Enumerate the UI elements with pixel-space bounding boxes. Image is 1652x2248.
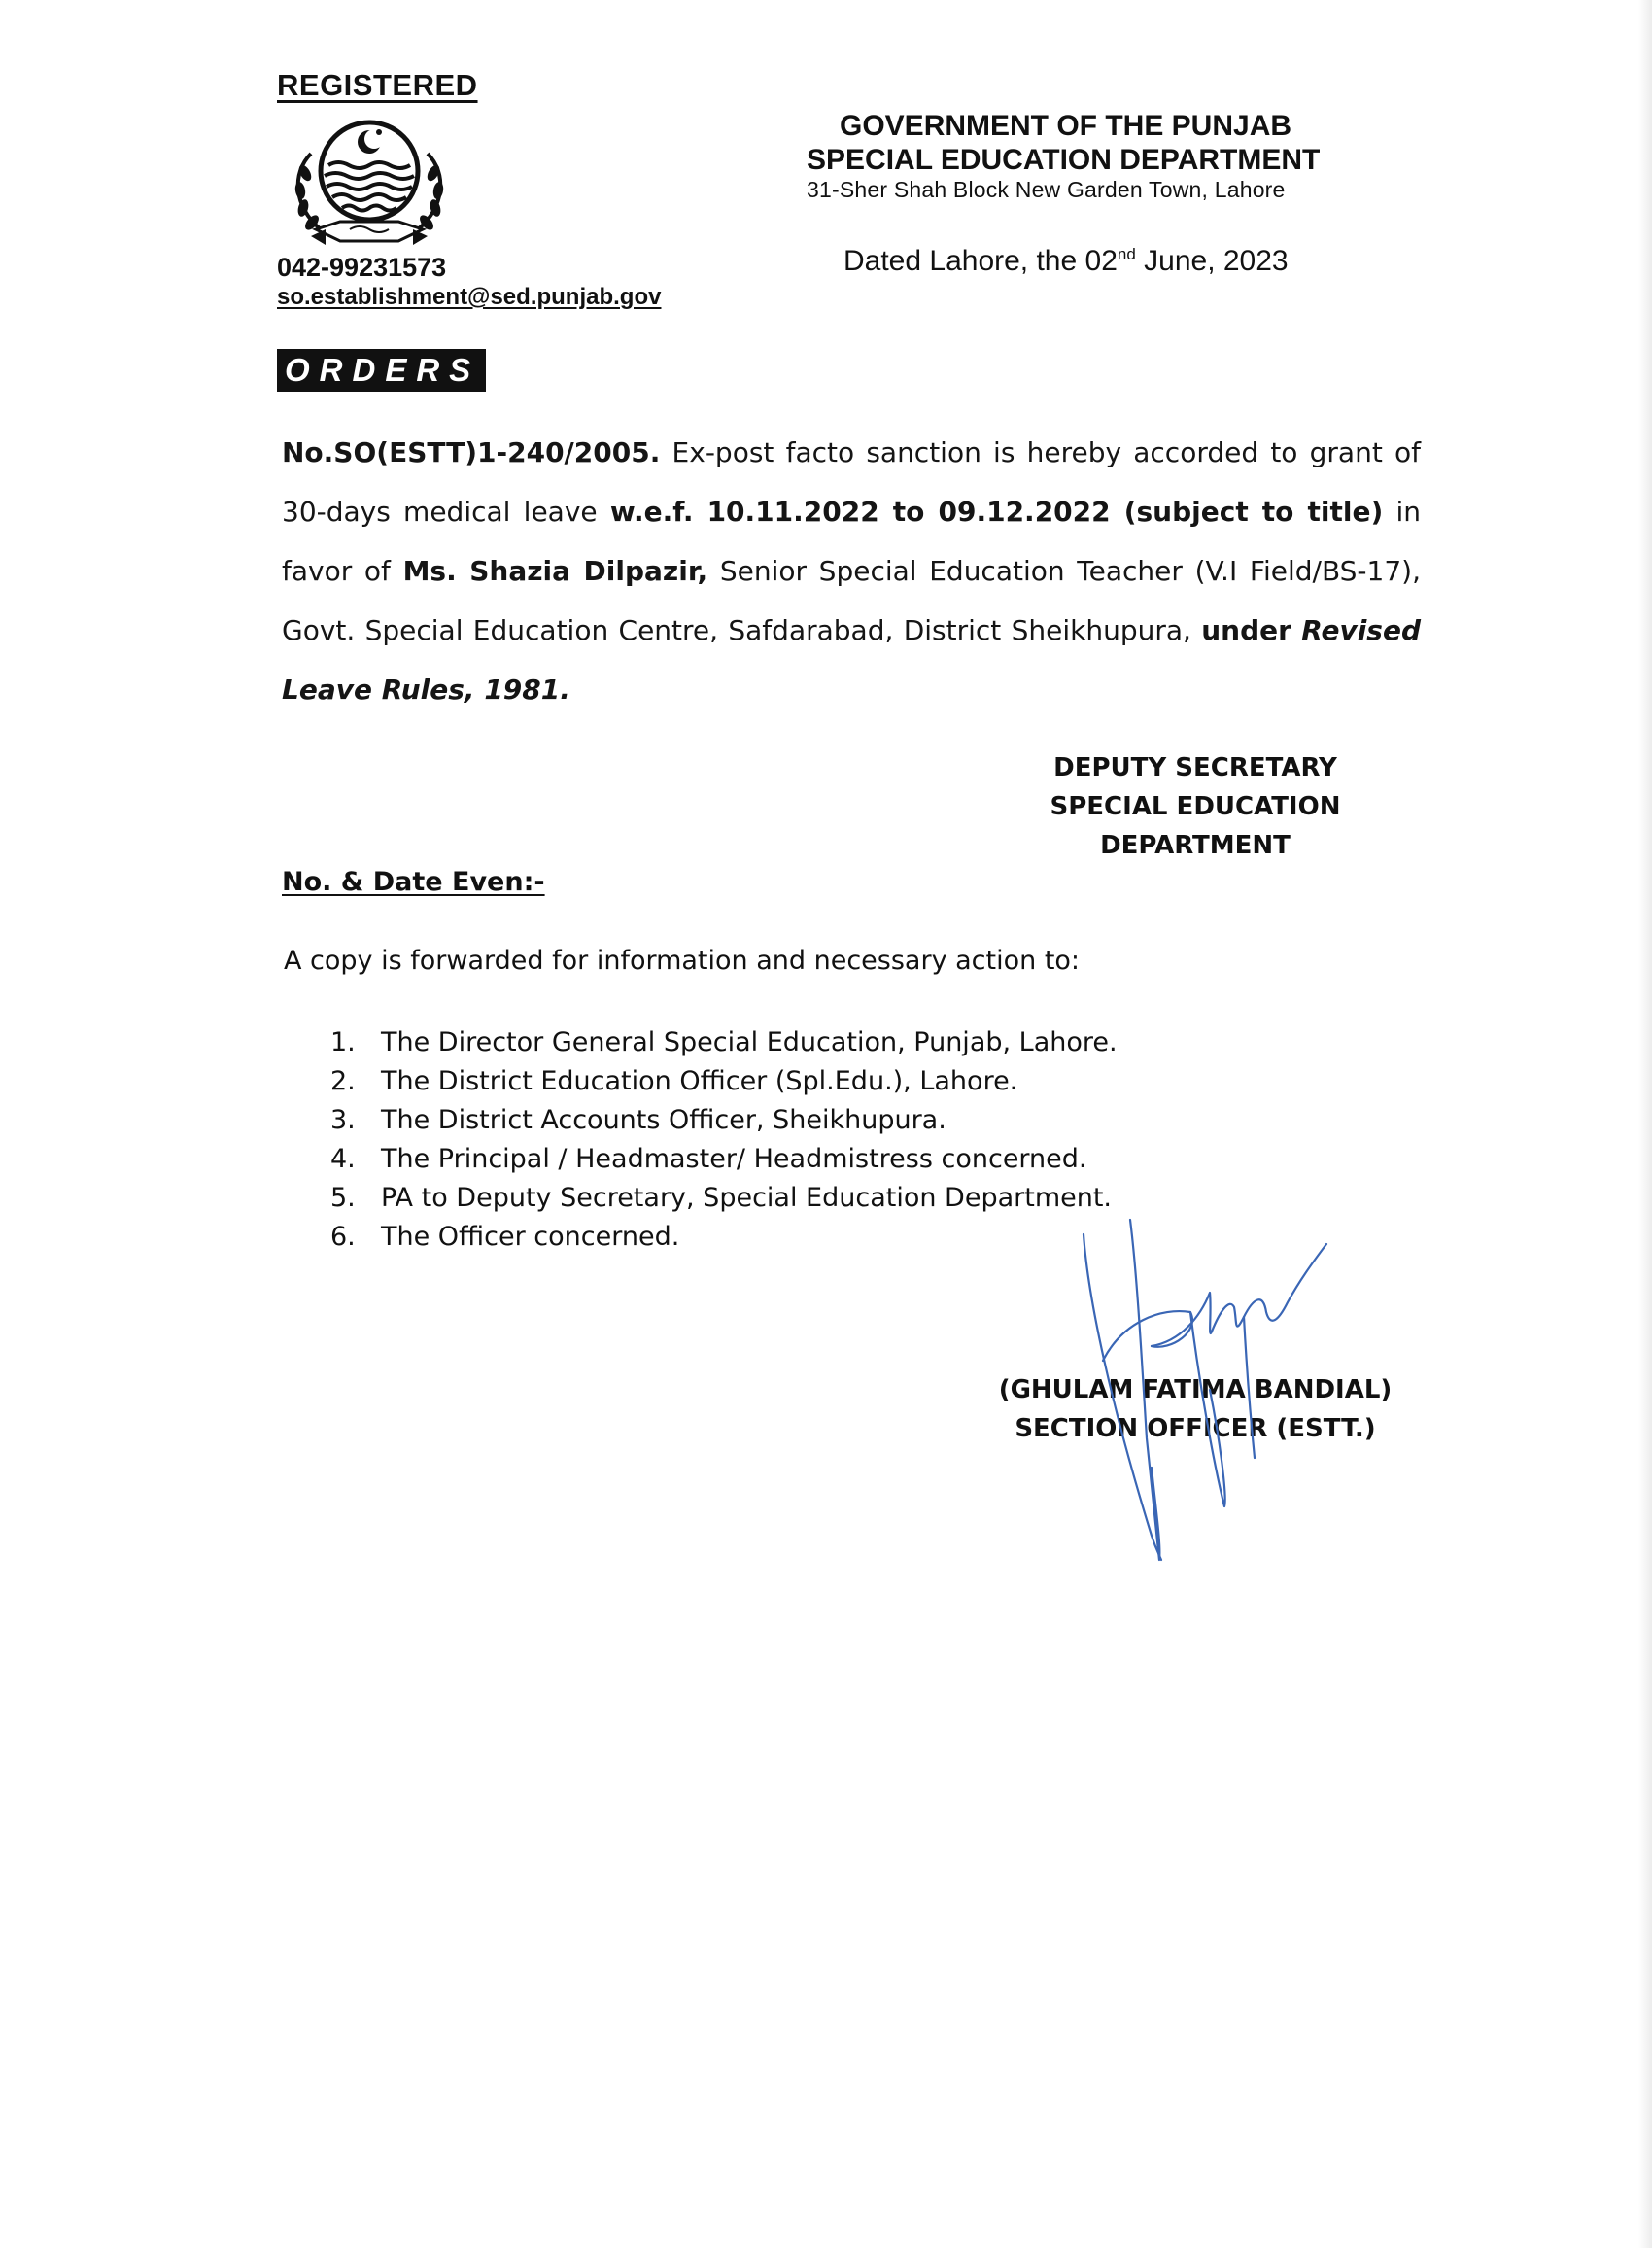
body-text-1: Ex-post facto sanction is hereby accorded to grant of 30-days medical leave	[282, 436, 1421, 528]
date-ordinal: nd	[1117, 245, 1136, 263]
body-text-3: Senior Special Education Teacher (V.I Field/BS-17), Govt. Special Education Centre, Safdarabad, District Sheikhupura,	[282, 555, 1421, 646]
date-rest: June, 2023	[1135, 245, 1289, 277]
list-number: 5.	[330, 1183, 356, 1213]
date-line	[843, 245, 1289, 278]
list-text: PA to Deputy Secretary, Special Education Department.	[381, 1183, 1113, 1213]
list-item	[330, 1062, 1118, 1101]
list-number: 6.	[330, 1222, 356, 1252]
list-number: 2.	[330, 1066, 356, 1096]
punjab-emblem-icon	[282, 115, 457, 256]
under-word: under	[1201, 614, 1291, 646]
department-address: 31-Sher Shah Block New Garden Town, Lahore	[807, 177, 1286, 202]
list-number: 4.	[330, 1144, 356, 1174]
list-text: The Director General Special Education, Punjab, Lahore.	[381, 1027, 1118, 1057]
no-date-even-heading: No. & Date Even:-	[282, 867, 545, 897]
list-text: The Officer concerned.	[381, 1222, 680, 1252]
leave-dates: w.e.f. 10.11.2022 to 09.12.2022 (subject to title)	[609, 496, 1384, 528]
deputy-line-2: SPECIAL EDUCATION	[1050, 792, 1341, 821]
registered-label: REGISTERED	[277, 68, 478, 102]
government-name: GOVERNMENT OF THE PUNJAB	[840, 110, 1292, 142]
list-text: The District Accounts Officer, Sheikhupura.	[381, 1105, 946, 1135]
leave-rules: Revised Leave Rules, 1981.	[282, 614, 1421, 706]
list-text: The District Education Officer (Spl.Edu.), Lahore.	[381, 1066, 1018, 1096]
list-item	[330, 1218, 1118, 1257]
orders-heading: ORDERS	[277, 349, 486, 392]
reference-number: No.SO(ESTT)1-240/2005.	[282, 436, 661, 468]
order-paragraph	[282, 423, 1421, 719]
employee-name: Ms. Shazia Dilpazir,	[402, 555, 708, 587]
list-item	[330, 1179, 1118, 1218]
deputy-line-3: DEPARTMENT	[1100, 831, 1291, 860]
deputy-line-1: DEPUTY SECRETARY	[1053, 753, 1337, 782]
department-name: SPECIAL EDUCATION DEPARTMENT	[807, 144, 1321, 176]
letterhead-title	[807, 109, 1390, 177]
list-item	[330, 1140, 1118, 1179]
deputy-secretary-block	[1001, 748, 1390, 865]
signatory-title: SECTION OFFICER (ESTT.)	[1015, 1414, 1376, 1443]
list-item	[330, 1023, 1118, 1062]
list-number: 3.	[330, 1105, 356, 1135]
handwritten-signature-icon	[1045, 1215, 1356, 1574]
phone-number: 042-99231573	[277, 253, 447, 282]
list-item	[330, 1101, 1118, 1140]
body-text-2: in favor of	[282, 496, 1422, 587]
body-space	[1291, 614, 1301, 646]
page-edge-shadow	[1638, 0, 1652, 2248]
copy-forwarded-intro: A copy is forwarded for information and necessary action to:	[284, 946, 1081, 976]
list-number: 1.	[330, 1027, 356, 1057]
list-text: The Principal / Headmaster/ Headmistress concerned.	[381, 1144, 1087, 1174]
date-prefix: Dated Lahore, the 02	[843, 245, 1118, 277]
distribution-list	[330, 1023, 1118, 1257]
email-link[interactable]: so.establishment@sed.punjab.gov	[277, 284, 662, 310]
signatory-name: (GHULAM FATIMA BANDIAL)	[998, 1375, 1393, 1404]
